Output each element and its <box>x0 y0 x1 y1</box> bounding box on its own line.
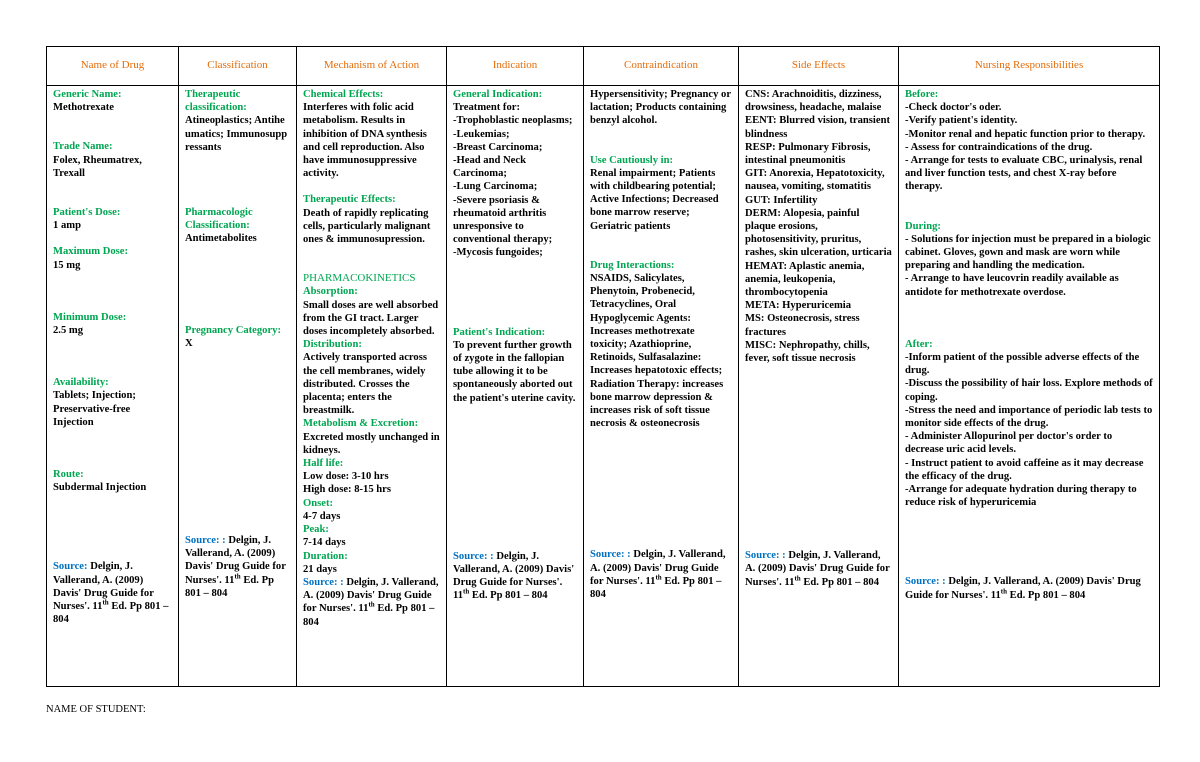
onset: 4-7 days <box>303 510 341 522</box>
cell-contraindication <box>584 86 739 687</box>
peak: 7-14 days <box>303 537 346 549</box>
header-nursing: Nursing Responsibilities <box>899 47 1160 86</box>
metabolism-label: Metabolism & Excretion: <box>303 418 419 430</box>
halflife-label: Half life: <box>303 458 344 470</box>
therapeutic-effects: Death of rapidly replicating cells, particularly malignant ones & immunosupression. <box>303 207 431 246</box>
before-item: -Check doctor's oder. <box>905 102 1002 114</box>
during-item: - Solutions for injection must be prepared in a biologic cabinet. Gloves, gown and mask are worn while preparing and handling the medication. <box>905 233 1151 272</box>
after-item: -Arrange for adequate hydration during therapy to reduce risk of hyperuricemia <box>905 484 1137 509</box>
during-item: - Arrange to have leucovrin readily available as antidote for methotrexate overdose. <box>905 273 1119 298</box>
general-indication-line: -Head and Neck Carcinoma; <box>453 155 526 180</box>
trade-name-label: Trade Name: <box>53 141 113 153</box>
cell-nursing <box>899 86 1160 687</box>
patient-indication: To prevent further growth of zygote in the fallopian tube allowing it to be spontaneously aborted out the patient's uterine cavity. <box>453 339 576 404</box>
patient-dose: 1 amp <box>53 220 81 232</box>
halflife-high: High dose: 8-15 hrs <box>303 484 391 496</box>
general-indication-line: Treatment for: <box>453 102 520 114</box>
route-label: Route: <box>53 469 84 481</box>
generic-name: Methotrexate <box>53 102 114 114</box>
max-dose-label: Maximum Dose: <box>53 246 129 258</box>
duration-label: Duration: <box>303 550 348 562</box>
absorption-label: Absorption: <box>303 286 358 298</box>
route: Subdermal Injection <box>53 482 147 494</box>
cell-classification <box>179 86 297 687</box>
chemical-effects: Interferes with folic acid metabolism. Results in inhibition of DNA synthesis and cell reproduction. Also have immunosuppressive activity. <box>303 102 427 180</box>
after-item: - Administer Allopurinol per doctor's order to decrease uric acid levels. <box>905 431 1113 456</box>
contraindications: Hypersensitivity; Pregnancy or lactation; Products containing benzyl alcohol. <box>590 89 731 127</box>
pharmacokinetics-title: PHARMACOKINETICS <box>303 272 416 285</box>
drug-interactions: NSAIDS, Salicylates, Phenytoin, Probenecid, Tetracyclines, Oral Hypoglycemic Agents: Increases methotrexate toxicity; Azathioprine, Retinoids, Sulfasalazine: Increases hepatotoxic effects; Radiation Therapy: increases bone marrow depression & increases risk of soft tissue necrosis & osteonecrosis <box>590 273 724 430</box>
after-item: - Instruct patient to avoid caffeine as it may decrease the efficacy of the drug. <box>905 457 1144 482</box>
patient-dose-label: Patient's Dose: <box>53 207 121 219</box>
side-effect-item: GUT: Infertility <box>745 194 818 206</box>
side-effect-item: HEMAT: Aplastic anemia, anemia, leukopenia, thrombocytopenia <box>745 260 865 299</box>
generic-name-label: Generic Name: <box>53 89 122 100</box>
before-item: - Assess for contraindications of the drug. <box>905 141 1093 153</box>
distribution-label: Distribution: <box>303 339 362 351</box>
general-indication-line: -Breast Carcinoma; <box>453 141 543 153</box>
side-effect-item: MISC: Nephropathy, chills, fever, soft tissue necrosis <box>745 339 870 365</box>
metabolism: Excreted mostly unchanged in kidneys. <box>303 431 440 456</box>
max-dose: 15 mg <box>53 259 81 271</box>
general-indication-line: -Leukemias; <box>453 128 510 140</box>
source-block: Source: : Delgin, J. Vallerand, A. (2009) Davis' Drug Guide for Nurses'. 11th Ed. Pp 801 – 804 <box>453 550 575 602</box>
side-effect-item: RESP: Pulmonary Fibrosis, intestinal pneumonitis <box>745 141 871 167</box>
content-row <box>47 86 1160 687</box>
cell-name-of-drug <box>47 86 179 687</box>
source-block: Source: : Delgin, J. Vallerand, A. (2009) Davis' Drug Guide for Nurses'. 11th Ed. Pp 801 – 804 <box>745 550 890 588</box>
side-effect-item: CNS: Arachnoiditis, dizziness, drowsiness, headache, malaise <box>745 89 882 114</box>
general-indication-line: -Severe psoriasis & rheumatoid arthritis unresponsive to conventional therapy; <box>453 194 553 246</box>
side-effect-item: EENT: Blurred vision, transient blindness <box>745 115 890 140</box>
side-effect-item: MS: Osteonecrosis, stress fractures <box>745 313 860 338</box>
general-indication-label: General Indication: <box>453 89 543 100</box>
header-mechanism: Mechanism of Action <box>297 47 447 86</box>
duration: 21 days <box>303 563 337 575</box>
cell-indication <box>447 86 584 687</box>
general-indication-line: -Mycosis fungoides; <box>453 247 543 259</box>
side-effect-item: GIT: Anorexia, Hepatotoxicity, nausea, vomiting, stomatitis <box>745 168 885 193</box>
distribution: Actively transported across the cell membranes, widely distributed. Crosses the placenta; enters the breastmilk. <box>303 352 427 417</box>
pharmacologic-classification: Antimetabolites <box>185 233 257 245</box>
source-block: Source: : Delgin, J. Vallerand, A. (2009) Davis' Drug Guide for Nurses'. 11th Ed. Pp 801 – 804 <box>905 576 1141 601</box>
during-label: During: <box>905 220 941 232</box>
header-side-effects: Side Effects <box>739 47 899 86</box>
cell-side-effects <box>739 86 899 687</box>
after-item: -Stress the need and importance of periodic lab tests to monitor side effects of the drug. <box>905 404 1153 430</box>
header-indication: Indication <box>447 47 584 86</box>
after-item: -Discuss the possibility of hair loss. Explore methods of coping. <box>905 378 1153 403</box>
availability: Tablets; Injection; Preservative-free Injection <box>53 390 136 428</box>
before-item: -Verify patient's identity. <box>905 115 1018 127</box>
source-block: Source: : Delgin, J. Vallerand, A. (2009) Davis' Drug Guide for Nurses'. 11th Ed. Pp 801 – 804 <box>185 535 286 599</box>
before-item: - Arrange for tests to evaluate CBC, urinalysis, renal and liver function tests, and chest X-ray before therapy. <box>905 155 1143 193</box>
trade-name: Folex, Rheumatrex, Trexall <box>53 154 142 179</box>
chemical-effects-label: Chemical Effects: <box>303 89 384 100</box>
therapeutic-classification: Atineoplastics; Antiheumatics; Immunosuppressants <box>185 115 288 153</box>
header-row <box>47 47 1160 86</box>
pregnancy-category: X <box>185 337 193 349</box>
onset-label: Onset: <box>303 497 334 509</box>
source-block: Source: : Delgin, J. Vallerand, A. (2009) Davis' Drug Guide for Nurses'. 11th Ed. Pp 801 – 804 <box>303 576 439 628</box>
general-indication-line: -Lung Carcinoma; <box>453 181 538 193</box>
drug-interactions-label: Drug Interactions: <box>590 259 675 271</box>
use-cautiously-label: Use Cautiously in: <box>590 154 673 166</box>
side-effect-item: META: Hyperuricemia <box>745 300 852 312</box>
student-name-label: NAME OF STUDENT: <box>46 704 146 715</box>
header-classification: Classification <box>179 47 297 86</box>
min-dose: 2.5 mg <box>53 325 84 337</box>
availability-label: Availability: <box>53 377 109 389</box>
source-block: Source: : Delgin, J. Vallerand, A. (2009) Davis' Drug Guide for Nurses'. 11th Ed. Pp 801 – 804 <box>590 549 726 601</box>
peak-label: Peak: <box>303 524 329 536</box>
side-effect-item: DERM: Alopesia, painful plaque erosions, photosensitivity, pruritus, rashes, skin ulceration, urticaria <box>745 207 892 259</box>
source-block: Source: Delgin, J. Vallerand, A. (2009) Davis' Drug Guide for Nurses'. 11th Ed. Pp 801 – 804 <box>53 561 169 626</box>
after-item: -Inform patient of the possible adverse effects of the drug. <box>905 352 1140 377</box>
absorption: Small doses are well absorbed from the GI tract. Larger doses incompletely absorbed. <box>303 299 439 338</box>
halflife-low: Low dose: 3-10 hrs <box>303 471 389 483</box>
before-item: -Monitor renal and hepatic function prior to therapy. <box>905 128 1146 140</box>
before-label: Before: <box>905 89 939 100</box>
pregnancy-category-label: Pregnancy Category: <box>185 324 282 336</box>
therapeutic-classification-label: Therapeutic classification: <box>185 89 247 114</box>
therapeutic-effects-label: Therapeutic Effects: <box>303 194 396 206</box>
drug-study-table <box>46 46 1160 687</box>
general-indication-line: -Trophoblastic neoplasms; <box>453 115 573 127</box>
min-dose-label: Minimum Dose: <box>53 311 127 323</box>
header-contraindication: Contraindication <box>584 47 739 86</box>
patient-indication-label: Patient's Indication: <box>453 326 546 338</box>
pharmacologic-classification-label: Pharmacologic Classification: <box>185 207 253 232</box>
after-label: After: <box>905 338 933 350</box>
cell-mechanism <box>297 86 447 687</box>
use-cautiously: Renal impairment; Patients with childbearing potential; Active Infections; Decreased bone marrow reserve; Geriatric patients <box>590 167 719 232</box>
header-name-of-drug: Name of Drug <box>47 47 179 86</box>
